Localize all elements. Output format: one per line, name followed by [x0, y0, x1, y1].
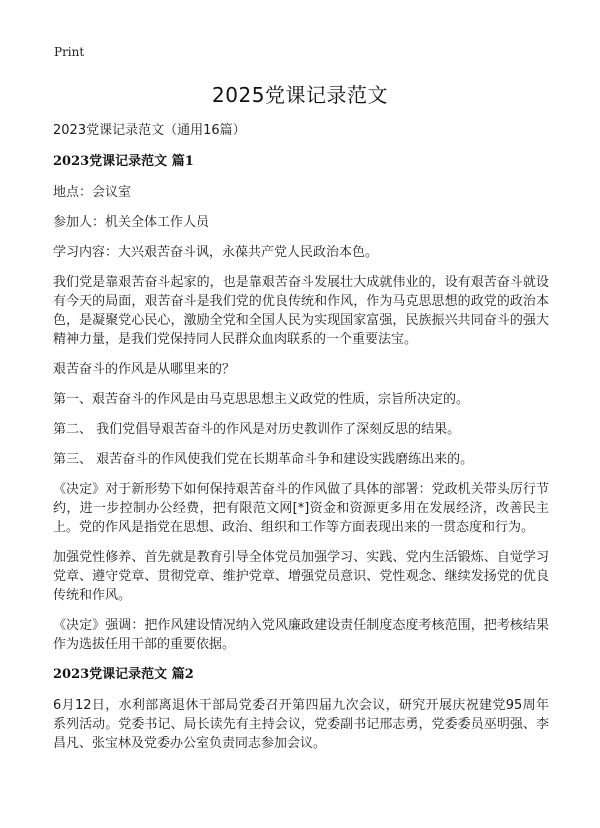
section-heading-2: 2023党课记录范文 篇2 — [53, 667, 194, 682]
paragraph-body: 我们党是靠艰苦奋斗起家的，也是靠艰苦奋斗发展壮大成就伟业的，设有艰苦奋斗就设有今天的局面，艰苦奋斗是我们党的优良传统和作风，作为马克思思想的政党的政治本色，是凝聚党心民心，激励全党和全国人民为实现国家富强，民族振兴共同奋斗的强大精神力量，是我们党保持同人民群众血肉联系的一个重要法宝。 — [53, 275, 549, 347]
paragraph-attendees: 参加人：机关全体工作人员 — [53, 215, 210, 230]
paragraph-point-1: 第一、艰苦奋斗的作风是由马克思思想主义政党的性质，宗旨所决定的。 — [53, 392, 470, 407]
document-body — [53, 121, 549, 764]
document-subtitle: 2023党课记录范文（通用16篇） — [53, 123, 246, 138]
paragraph-location: 地点：会议室 — [53, 185, 132, 200]
section-heading-1: 2023党课记录范文 篇1 — [53, 154, 194, 169]
paragraph-point-3: 第三、 艰苦奋斗的作风使我们党在长期革命斗争和建设实践磨练出来的。 — [53, 452, 474, 467]
paragraph-body: 《决定》对于新形势下如何保持艰苦奋斗的作风做了具体的部署：党政机关带头厉行节约，进一步控制办公经费，把有限范文网[*]资金和资源更多用在发展经济，改善民主上。党的作风是指党在思想、政治、组织和工作等方面表现出来的一贯态度和行为。 — [53, 482, 549, 535]
paragraph-study-content: 学习内容：大兴艰苦奋斗讽，永葆共产党人民政治本色。 — [53, 245, 379, 260]
page-title: 2025党课记录范文 — [212, 83, 388, 107]
paragraph-question: 艰苦奋斗的作风是从哪里来的？ — [53, 362, 236, 377]
paragraph-point-2: 第二、 我们党倡导艰苦奋斗的作风是对历史教训作了深刻反思的结果。 — [53, 422, 461, 437]
paragraph-body: 《决定》强调：把作风建设情况纳入党风廉政建设责任制度态度考核范围，把考核结果作为选拔任用干部的重要依据。 — [53, 618, 549, 652]
print-link[interactable]: Print — [54, 45, 85, 59]
paragraph-body: 加强党性修养、首先就是教育引导全体党员加强学习、实践、党内生活锻炼、自觉学习党章、遵守党章、贯彻党章、维护党章、增强党员意识、党性观念、继续发扬党的优良传统和作风。 — [53, 550, 549, 603]
paragraph-body: 6月12日，水利部离退休干部局党委召开第四届九次会议，研究开展庆祝建党95周年系列活动。党委书记、局长读先有主持会议，党委副书记邢志勇，党委委员巫明强、李昌凡、张宝林及党委办公室负责同志参加会议。 — [53, 698, 549, 751]
